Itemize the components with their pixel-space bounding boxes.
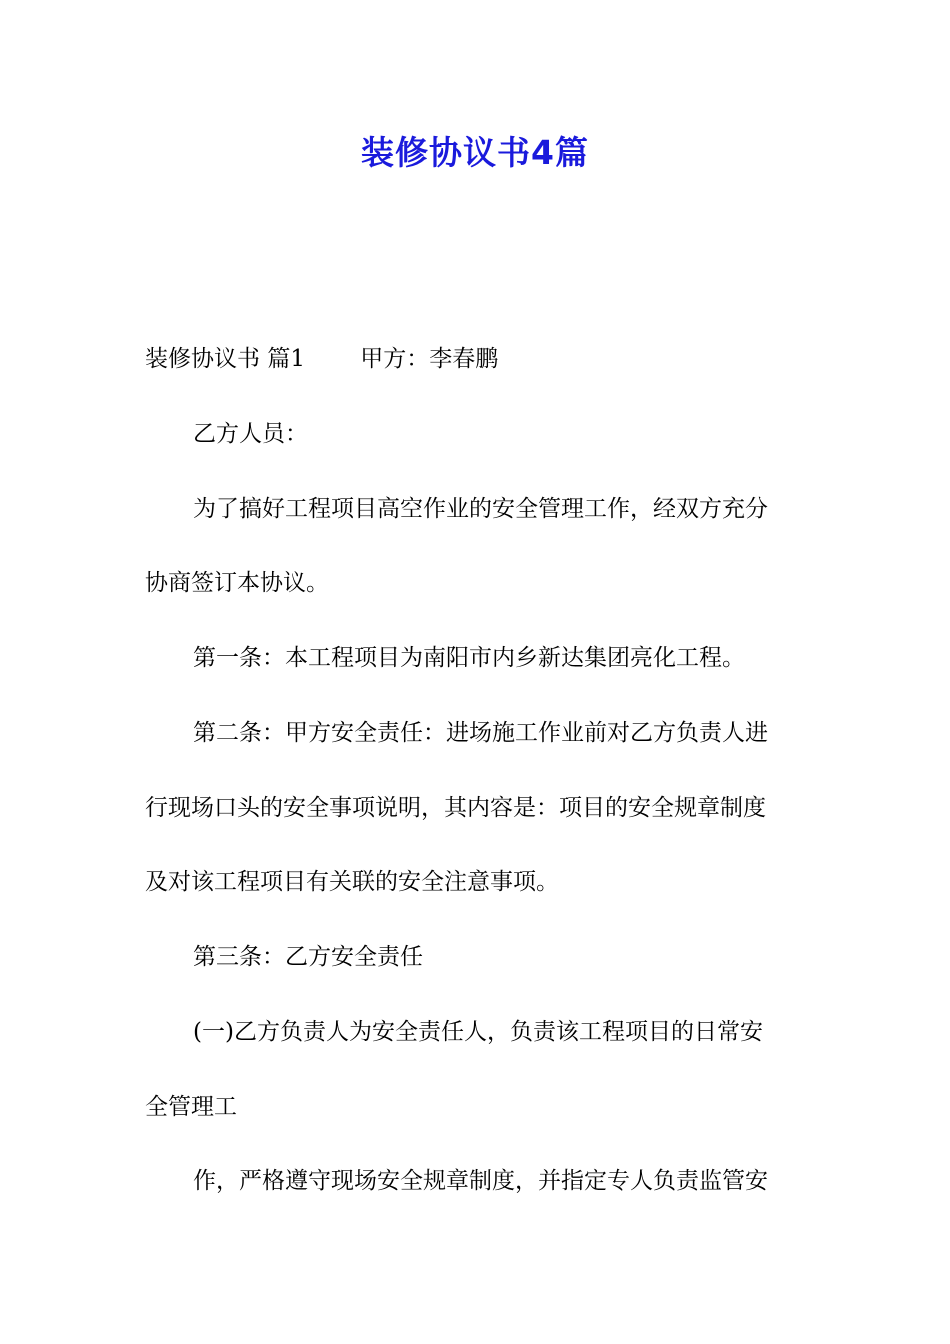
paragraph-line: 全管理工 <box>145 1094 237 1120</box>
paragraph-line: 及对该工程项目有关联的安全注意事项。 <box>145 869 559 895</box>
section-heading <box>145 344 805 374</box>
page-title: 装修协议书4篇 <box>361 133 589 172</box>
paragraph-line: 第三条：乙方安全责任 <box>193 944 423 970</box>
section-title: 装修协议书 <box>145 346 260 372</box>
party-a-name: 甲方：李春鹏 <box>360 346 499 372</box>
paragraph-line: 第一条：本工程项目为南阳市内乡新达集团亮化工程。 <box>193 645 745 671</box>
paragraph-line: 第二条：甲方安全责任：进场施工作业前对乙方负责人进 <box>193 720 768 746</box>
section-part: 篇1 <box>267 346 305 372</box>
paragraph-line: 行现场口头的安全事项说明，其内容是：项目的安全规章制度 <box>145 795 766 821</box>
paragraph-line: 乙方人员： <box>193 421 308 447</box>
paragraph-line: 协商签订本协议。 <box>145 570 329 596</box>
paragraph-line: (一)乙方负责人为安全责任人，负责该工程项目的日常安 <box>193 1019 763 1045</box>
paragraph-line: 作，严格遵守现场安全规章制度，并指定专人负责监管安 <box>193 1168 768 1194</box>
paragraph-line: 为了搞好工程项目高空作业的安全管理工作，经双方充分 <box>193 496 768 522</box>
